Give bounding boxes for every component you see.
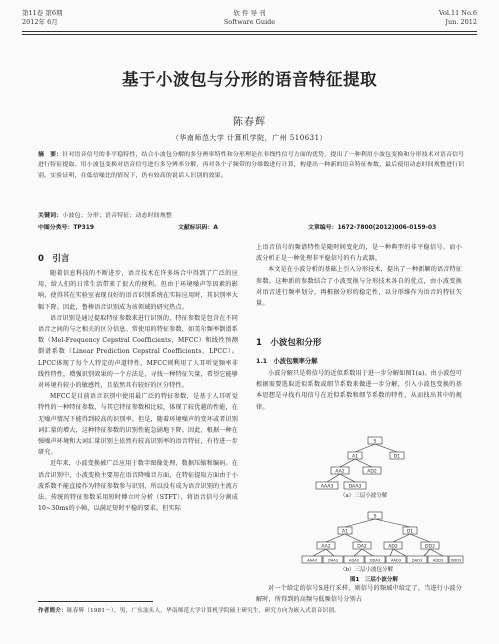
node-label: DAA3 — [327, 558, 339, 563]
right-column-bottom — [256, 583, 462, 605]
section-1-heading: 1 小波包和分形 — [256, 338, 322, 348]
right-column-mid — [256, 368, 462, 413]
node-label: AAD3 — [390, 558, 402, 563]
author-affiliation: （华南师范大学 计算机学院，广州 510631） — [171, 134, 328, 142]
section-0-heading: 0 引言 — [38, 254, 70, 264]
node-label: DDD3 — [450, 558, 462, 563]
node-label: DAA3 — [348, 484, 362, 490]
abstract-label: 摘 要： — [38, 152, 63, 158]
keywords — [38, 210, 465, 219]
paragraph: 近年来，小波变换被广泛应用于数字图像处理、数据压缩和编码。在语音识别中，小波变换主要用在语音降噪音方面，在特征提取方面由于小波系数不能直接作为特征参数参与识别，所以没有成为语音识别的主流方法。传统的特征参数采用短时傅立叶分析（STFT），将语音信号分割成10~30ms的小帧，以满足短时平稳的要求。但实际 — [38, 460, 238, 513]
left-column — [38, 268, 238, 514]
article-number: 文章编号：1672-7800(2012)006-0159-03 — [308, 225, 437, 231]
abstract — [38, 150, 465, 181]
figure-1-wavelet-trees — [300, 430, 465, 580]
header-rule-thin — [22, 34, 477, 35]
figure-1b-caption: （b）三层小波包分解 — [340, 567, 394, 573]
footnote-text: 陈春辉（1981－），男，广东汕头人，华南师范大学计算机学院硕士研究生，研究方向为嵌入式语音识别。 — [66, 608, 340, 614]
node-label: AA2 — [321, 544, 331, 550]
right-column-top — [256, 242, 462, 309]
node-label: DAD3 — [411, 558, 423, 563]
abstract-text: 针对语音信号的非平稳特性，结合小波包分解的多分辨率特性和分形理论在非线性信号方面的优势，提出了一种利用小波包变换和分形技术对语音信号进行特征提取。用小波包变换对语音信号进行多分辨率分解，再对各个子频带的分维数进行计算，构建出一种新的语音特征参数，最后使用动态时间规整进行识别。实验证明，在低信噪比的情况下，仍有较高的说话人识别的效果。 — [38, 152, 465, 179]
node-label: AAA3 — [320, 484, 334, 490]
node-label: A1 — [351, 454, 359, 460]
header-right: Vol.11 No.6 Jun. 2012 — [438, 9, 477, 26]
node-label: ADA3 — [349, 558, 359, 563]
footnote-label: 作者简介： — [38, 608, 67, 614]
paragraph: 本文是在小波分析的基础上引入分形技术，提出了一种新颖的语音特征参数。这种新的参数结合了小波变换与分形技术各自的优点，由小波变换对语音进行频率划分，再根据分形的稳定性，以分形维作为语音的特征矢量。 — [256, 266, 462, 308]
section-1-1-heading: 1.1 小波包频率分解 — [256, 358, 318, 365]
paragraph: 对一个给定的信号S进行采样，则信号的频域中给定了，当进行小波分解时，所得到的高频与低频信号分别占 — [256, 585, 462, 604]
keywords-text: 小波包；分形；语音特征；动态时间规整 — [62, 213, 173, 219]
clc-number: 中图分类号：TP319 — [38, 225, 94, 231]
footnote-rule — [38, 601, 153, 602]
paragraph: 小波分解只是将信号的近似系数用于进一步分解如图1(a)。由小波包可根据需要选取近似系数或细节系数来做进一步分解，引入小波包变换的基本思想是寻找有用信号在近似系数和细节系数的特性，从而找出其中的规律。 — [256, 370, 462, 411]
header-center: 软 件 导 刊 Software Guide — [223, 9, 276, 26]
node-label: AD2 — [388, 544, 398, 550]
paragraph: MFCC是目前语音识别中使用最广泛的特征参数，是基于人耳听觉特性的一种特征参数，与其它特征参数相比较，体现了较优越的性能，在无噪声情况下能得到较高的识别率。但是，随着环境噪声的变坏或者识别词汇量的增大，这种特征参数的识别性能急剧地下降。因此，根据一种在强噪声环境和大词汇量识别上依然有较高识别率的语音特征，有待进一步研究。 — [38, 393, 238, 457]
author-footnote — [38, 606, 478, 614]
node-label: D1 — [406, 529, 414, 535]
figure-1a-caption: （a）三层小波分解 — [340, 493, 388, 499]
header-left: 第11卷 第6期 2012年 6月 — [22, 9, 63, 26]
paper-title: 基于小波包与分形的语音特征提取 — [122, 70, 377, 89]
keywords-label: 关键词： — [38, 213, 63, 219]
node-label: AAA3 — [307, 558, 317, 563]
node-label: S — [373, 439, 377, 445]
figure-1-caption: 图1 三层小波分解 — [350, 577, 398, 583]
doc-code: 文献标识码：A — [178, 225, 218, 231]
paragraph: 随着信息科技的不断进步，语音技术在许多场合中得到了广泛的应用，给人们的日常生活带来了很大的便利。但由于环境噪声等因素的影响，使得其在实验室表现良好的语音识别系统在实际应用时，其识别率大幅下降。因此，鲁棒语音识别成为该领域的研究热点。 — [38, 270, 238, 311]
paragraph: 语音识别是通过提取特征参数来进行识别的，特征参数是包含在不同语音之间的与之相关的区分信息。常使用的特征参数，如美尔频率倒谱系数（Mel-Frequency Cepstral Coefficients，MFCC）和线性预测倒谱系数（Linear Prediction Cepstral Coefficients，LPCC）。LPCC体现了每个人特定的声道特性，MFCC则利用了人耳听觉频率非线性特性，增强识别效果的一个方法是，寻找一种特征矢量，希望它能够对环境有较小的敏感性，且依然具有较好的区分特性。 — [38, 314, 238, 390]
node-label: DDA3 — [369, 558, 381, 563]
header-rule — [22, 31, 477, 32]
node-label: DA2 — [357, 544, 367, 550]
node-label: AD2 — [367, 469, 377, 475]
node-label: DD2 — [425, 544, 435, 550]
node-label: S — [373, 514, 377, 520]
paragraph: 上语音信号的频谱特性是随时间变化的，是一种典型的非平稳信号。而小波分析正是一种处理非平稳信号的有力武器。 — [256, 244, 462, 263]
node-label: A1 — [341, 529, 349, 535]
node-label: D1 — [393, 454, 401, 460]
node-label: ADD3 — [432, 558, 444, 563]
node-label: AA2 — [335, 469, 345, 475]
author-name: 陈春辉 — [233, 117, 266, 128]
